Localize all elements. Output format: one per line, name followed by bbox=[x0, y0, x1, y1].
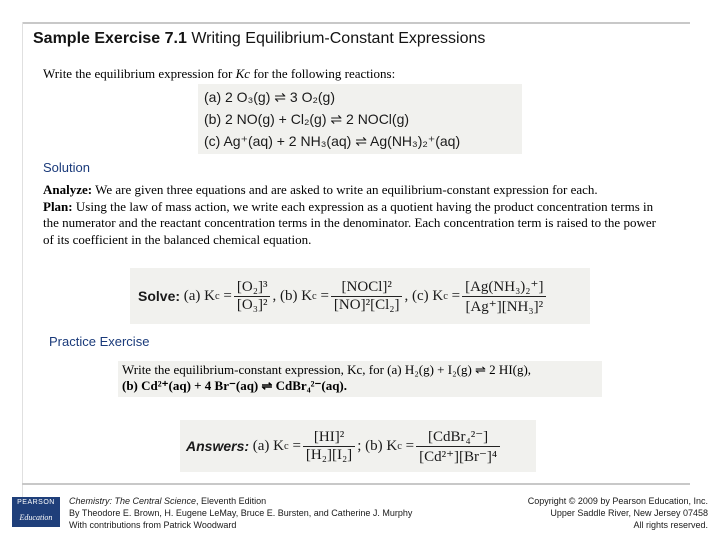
solve-b-label: , (b) K bbox=[272, 287, 313, 304]
title-rest: Writing Equilibrium-Constant Expressions bbox=[186, 30, 486, 47]
plan-text: Using the law of mass action, we write each expression as a quotient having the product concentration terms in the numerator and the reactant concentration terms in the denominator. Each concentration term is raised to the power of its coefficient in the balanced chemical equation. bbox=[43, 198, 656, 247]
top-rule bbox=[22, 22, 690, 24]
intro-pre: Write the equilibrium expression for bbox=[43, 66, 236, 81]
intro-kc: Kc bbox=[235, 66, 251, 81]
answers-b-label: ; (b) K bbox=[357, 437, 398, 454]
plan-label: Plan: bbox=[43, 198, 73, 214]
address-line: Upper Saddle River, New Jersey 07458 bbox=[550, 508, 708, 518]
practice-line1: Write the equilibrium-constant expression, Kc, for (a) H₂(g) + I₂(g) ⇌ 2 HI(g), bbox=[122, 362, 532, 377]
logo-bottom-text: Education bbox=[19, 513, 53, 522]
answers-b-frac bbox=[416, 427, 500, 466]
analysis-block bbox=[43, 182, 663, 248]
answers-b-den: [Cd²⁺][Br⁻]⁴ bbox=[419, 448, 498, 465]
answers-a-num: [HI]² bbox=[303, 429, 355, 447]
book-authors: By Theodore E. Brown, H. Eugene LeMay, Bruce E. Bursten, and Catherine J. Murphy bbox=[69, 508, 413, 518]
answers-box: Answers: (a) K c = $\frac{\text{[HI]²}}{\text{[H₂][I₂]}}$ ; (b) K c = $\frac{\text{[CdBr₄²⁻]}}{\text{[Cd²⁺][Br⁻]⁴}}$ bbox=[180, 420, 536, 472]
reaction-c: (c) Ag⁺(aq) + 2 NH₃(aq) ⇌ Ag(NH₃)₂⁺(aq) bbox=[204, 133, 461, 149]
book-edition: , Eleventh Edition bbox=[196, 496, 267, 506]
bottom-rule bbox=[22, 483, 690, 485]
slide-title bbox=[33, 30, 485, 48]
solve-a-label: (a) K bbox=[183, 287, 215, 304]
analyze-label: Analyze: bbox=[43, 182, 93, 197]
analyze-text: We are given three equations and are asked to write an equilibrium-constant expression for each. bbox=[92, 182, 598, 197]
answers-label: Answers: bbox=[186, 438, 250, 454]
solve-box: Solve: (a) K c = $\frac{\text{[O₂]³}}{\text{[O₃]²}}$ , (b) K c = $\frac{\text{[NOCl]²}}{\text{[NO]²[Cl₂]}}$ , (c) K c = $\frac{\text{[Ag(NH₃)₂⁺]}}{\text{[Ag⁺][NH₃]²}}$ bbox=[130, 268, 590, 324]
solve-c-num: [Ag(NH₃)₂⁺] bbox=[462, 277, 546, 297]
rights-line: All rights reserved. bbox=[633, 520, 708, 530]
practice-heading: Practice Exercise bbox=[49, 334, 150, 349]
intro-text bbox=[43, 66, 395, 82]
practice-box bbox=[118, 361, 602, 397]
book-title: Chemistry: The Central Science bbox=[69, 496, 197, 506]
solve-c-den: [Ag⁺][NH₃]² bbox=[465, 298, 544, 315]
intro-post: for the following reactions: bbox=[250, 66, 396, 81]
solve-c-frac bbox=[462, 277, 546, 316]
footer-citation bbox=[69, 495, 412, 531]
copyright-line: Copyright © 2009 by Pearson Education, Inc. bbox=[527, 496, 708, 506]
solve-b-num: [NOCl]² bbox=[331, 279, 403, 297]
solve-b-frac bbox=[331, 279, 403, 314]
solve-c-label: , (c) K bbox=[404, 287, 444, 304]
practice-line2: (b) Cd²⁺(aq) + 4 Br⁻(aq) ⇌ CdBr₄²⁻(aq). bbox=[122, 378, 347, 393]
left-rule bbox=[22, 22, 23, 512]
solve-a-den: [O₃]² bbox=[236, 296, 268, 313]
reaction-b: (b) 2 NO(g) + Cl₂(g) ⇌ 2 NOCl(g) bbox=[204, 111, 410, 127]
answers-a-label: (a) K bbox=[252, 437, 285, 454]
answers-a-frac bbox=[303, 429, 355, 464]
reaction-a: (a) 2 O₃(g) ⇌ 3 O₂(g) bbox=[204, 89, 335, 105]
solve-a-frac bbox=[234, 279, 271, 314]
footer-copyright bbox=[528, 495, 708, 531]
answers-b-num: [CdBr₄²⁻] bbox=[416, 427, 500, 447]
logo-top-text: PEARSON bbox=[17, 499, 55, 506]
pearson-logo bbox=[12, 497, 60, 527]
solve-b-den: [NO]²[Cl₂] bbox=[333, 296, 400, 313]
reactions-box bbox=[198, 84, 522, 154]
solve-label: Solve: bbox=[138, 288, 181, 304]
title-bold: Sample Exercise 7.1 bbox=[33, 30, 187, 47]
solution-heading: Solution bbox=[43, 160, 90, 175]
solve-a-num: [O₂]³ bbox=[234, 279, 271, 297]
book-contrib: With contributions from Patrick Woodward bbox=[69, 520, 237, 530]
answers-a-den: [H₂][I₂] bbox=[305, 446, 353, 463]
